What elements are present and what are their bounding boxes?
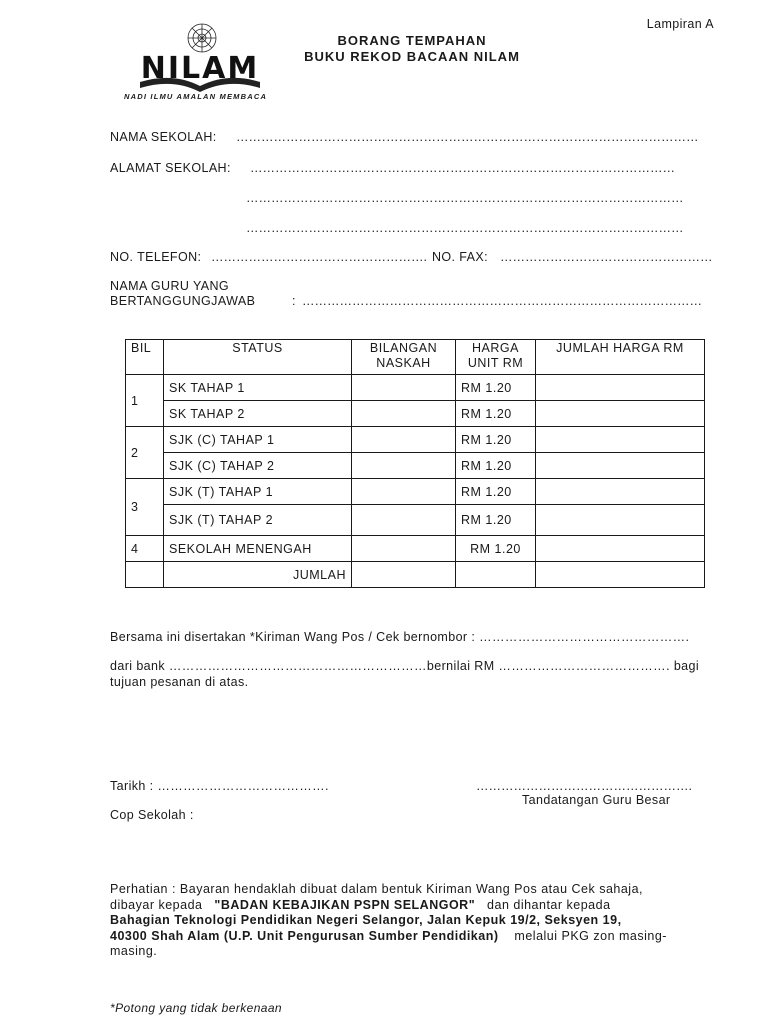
table-header-row	[126, 340, 705, 375]
status-cell: SK TAHAP 2	[164, 401, 352, 427]
table-row	[126, 536, 705, 562]
telefon-label: NO. TELEFON:	[110, 250, 202, 264]
signature-line[interactable]: …………………………………………….	[476, 779, 692, 793]
notice-line4-post: melalui PKG zon masing-	[514, 928, 667, 943]
fax-field[interactable]: ……………………………………………	[500, 250, 713, 264]
jumlah-label: JUMLAH	[164, 562, 352, 588]
notice-line2-pre: dibayar kepada	[110, 897, 203, 912]
total-cell[interactable]	[536, 479, 705, 505]
table-row	[126, 479, 705, 505]
table-row	[126, 401, 705, 427]
tarikh-field[interactable]: Tarikh : ………………………………….	[110, 779, 329, 793]
header-status: STATUS	[164, 340, 352, 375]
price-cell: RM 1.20	[456, 479, 536, 505]
header-bilangan-naskah: BILANGAN NASKAH	[352, 340, 456, 375]
notice-line5: masing.	[110, 944, 158, 958]
table-total-row	[126, 562, 705, 588]
fax-label: NO. FAX:	[432, 250, 488, 264]
cop-sekolah-label: Cop Sekolah :	[110, 808, 194, 822]
price-cell: RM 1.20	[456, 427, 536, 453]
payment-line2[interactable]: dari bank ……………………………………………………bernilai RM …………………………………. bagi	[110, 659, 700, 673]
naskah-total-cell[interactable]	[352, 562, 456, 588]
notice-line4	[110, 929, 715, 945]
status-cell: SJK (C) TAHAP 1	[164, 427, 352, 453]
footnote: *Potong yang tidak berkenaan	[110, 1001, 282, 1015]
alamat-sekolah-label: ALAMAT SEKOLAH:	[110, 161, 231, 175]
grand-total-cell[interactable]	[536, 562, 705, 588]
total-cell[interactable]	[536, 375, 705, 401]
naskah-cell[interactable]	[352, 479, 456, 505]
order-table	[125, 339, 705, 588]
total-cell[interactable]	[536, 427, 705, 453]
telefon-field[interactable]: …………………………………………….	[211, 250, 427, 264]
status-cell: SJK (T) TAHAP 2	[164, 505, 352, 536]
table-row	[126, 453, 705, 479]
guru-field[interactable]: ……………………………………………………………………………………	[302, 294, 702, 308]
guru-label-line1: NAMA GURU YANG	[110, 279, 230, 293]
status-cell: SK TAHAP 1	[164, 375, 352, 401]
naskah-cell[interactable]	[352, 427, 456, 453]
bil-cell	[126, 562, 164, 588]
bil-cell: 1	[126, 375, 164, 427]
naskah-cell[interactable]	[352, 536, 456, 562]
price-cell: RM 1.20	[456, 375, 536, 401]
naskah-cell[interactable]	[352, 401, 456, 427]
status-cell: SEKOLAH MENENGAH	[164, 536, 352, 562]
bil-cell: 2	[126, 427, 164, 479]
notice-line2-post: dan dihantar kepada	[487, 897, 611, 912]
price-total-cell	[456, 562, 536, 588]
header-bil: BIL	[126, 340, 164, 375]
notice-line2	[110, 898, 715, 914]
price-cell: RM 1.20	[456, 505, 536, 536]
naskah-cell[interactable]	[352, 505, 456, 536]
alamat-sekolah-field-2[interactable]: ……………………………………………………………………………………………	[246, 191, 684, 205]
total-cell[interactable]	[536, 453, 705, 479]
price-cell: RM 1.20	[456, 536, 536, 562]
nama-sekolah-field[interactable]: …………………………………………………………………………………………………	[236, 130, 699, 144]
price-cell: RM 1.20	[456, 453, 536, 479]
bil-cell: 3	[126, 479, 164, 536]
notice-payee: "BADAN KEBAJIKAN PSPN SELANGOR"	[214, 897, 476, 912]
lampiran-label: Lampiran A	[646, 17, 714, 31]
notice-address-line2: 40300 Shah Alam (U.P. Unit Pengurusan Sumber Pendidikan)	[110, 928, 499, 943]
guru-label-line2: BERTANGGUNGJAWAB	[110, 294, 256, 308]
alamat-sekolah-field-3[interactable]: ……………………………………………………………………………………………	[246, 221, 684, 235]
naskah-cell[interactable]	[352, 375, 456, 401]
header-harga-unit: HARGA UNIT RM	[456, 340, 536, 375]
total-cell[interactable]	[536, 505, 705, 536]
table-row	[126, 375, 705, 401]
payment-line1[interactable]: Bersama ini disertakan *Kiriman Wang Pos / Cek bernombor : ………………………………………….	[110, 630, 690, 644]
price-cell: RM 1.20	[456, 401, 536, 427]
total-cell[interactable]	[536, 401, 705, 427]
notice-block	[110, 882, 715, 960]
guru-colon: :	[292, 294, 296, 308]
bil-cell: 4	[126, 536, 164, 562]
payment-line3: tujuan pesanan di atas.	[110, 675, 249, 689]
logo-tagline: NADI ILMU AMALAN MEMBACA	[124, 92, 268, 101]
svg-text:NILAM: NILAM	[140, 51, 260, 86]
naskah-cell[interactable]	[352, 453, 456, 479]
table-row	[126, 427, 705, 453]
notice-line1: Perhatian : Bayaran hendaklah dibuat dalam bentuk Kiriman Wang Pos atau Cek sahaja,	[110, 882, 644, 896]
status-cell: SJK (T) TAHAP 1	[164, 479, 352, 505]
header-jumlah-harga: JUMLAH HARGA RM	[536, 340, 705, 375]
table-row	[126, 505, 705, 536]
form-title-line1: BORANG TEMPAHAN	[337, 33, 487, 48]
form-title-line2: BUKU REKOD BACAAN NILAM	[304, 49, 520, 64]
nama-sekolah-label: NAMA SEKOLAH:	[110, 130, 217, 144]
status-cell: SJK (C) TAHAP 2	[164, 453, 352, 479]
total-cell[interactable]	[536, 536, 705, 562]
signature-label: Tandatangan Guru Besar	[522, 793, 671, 807]
notice-address-line1: Bahagian Teknologi Pendidikan Negeri Selangor, Jalan Kepuk 19/2, Seksyen 19,	[110, 913, 622, 927]
alamat-sekolah-field-1[interactable]: …………………………………………………………………………………………	[250, 161, 675, 175]
